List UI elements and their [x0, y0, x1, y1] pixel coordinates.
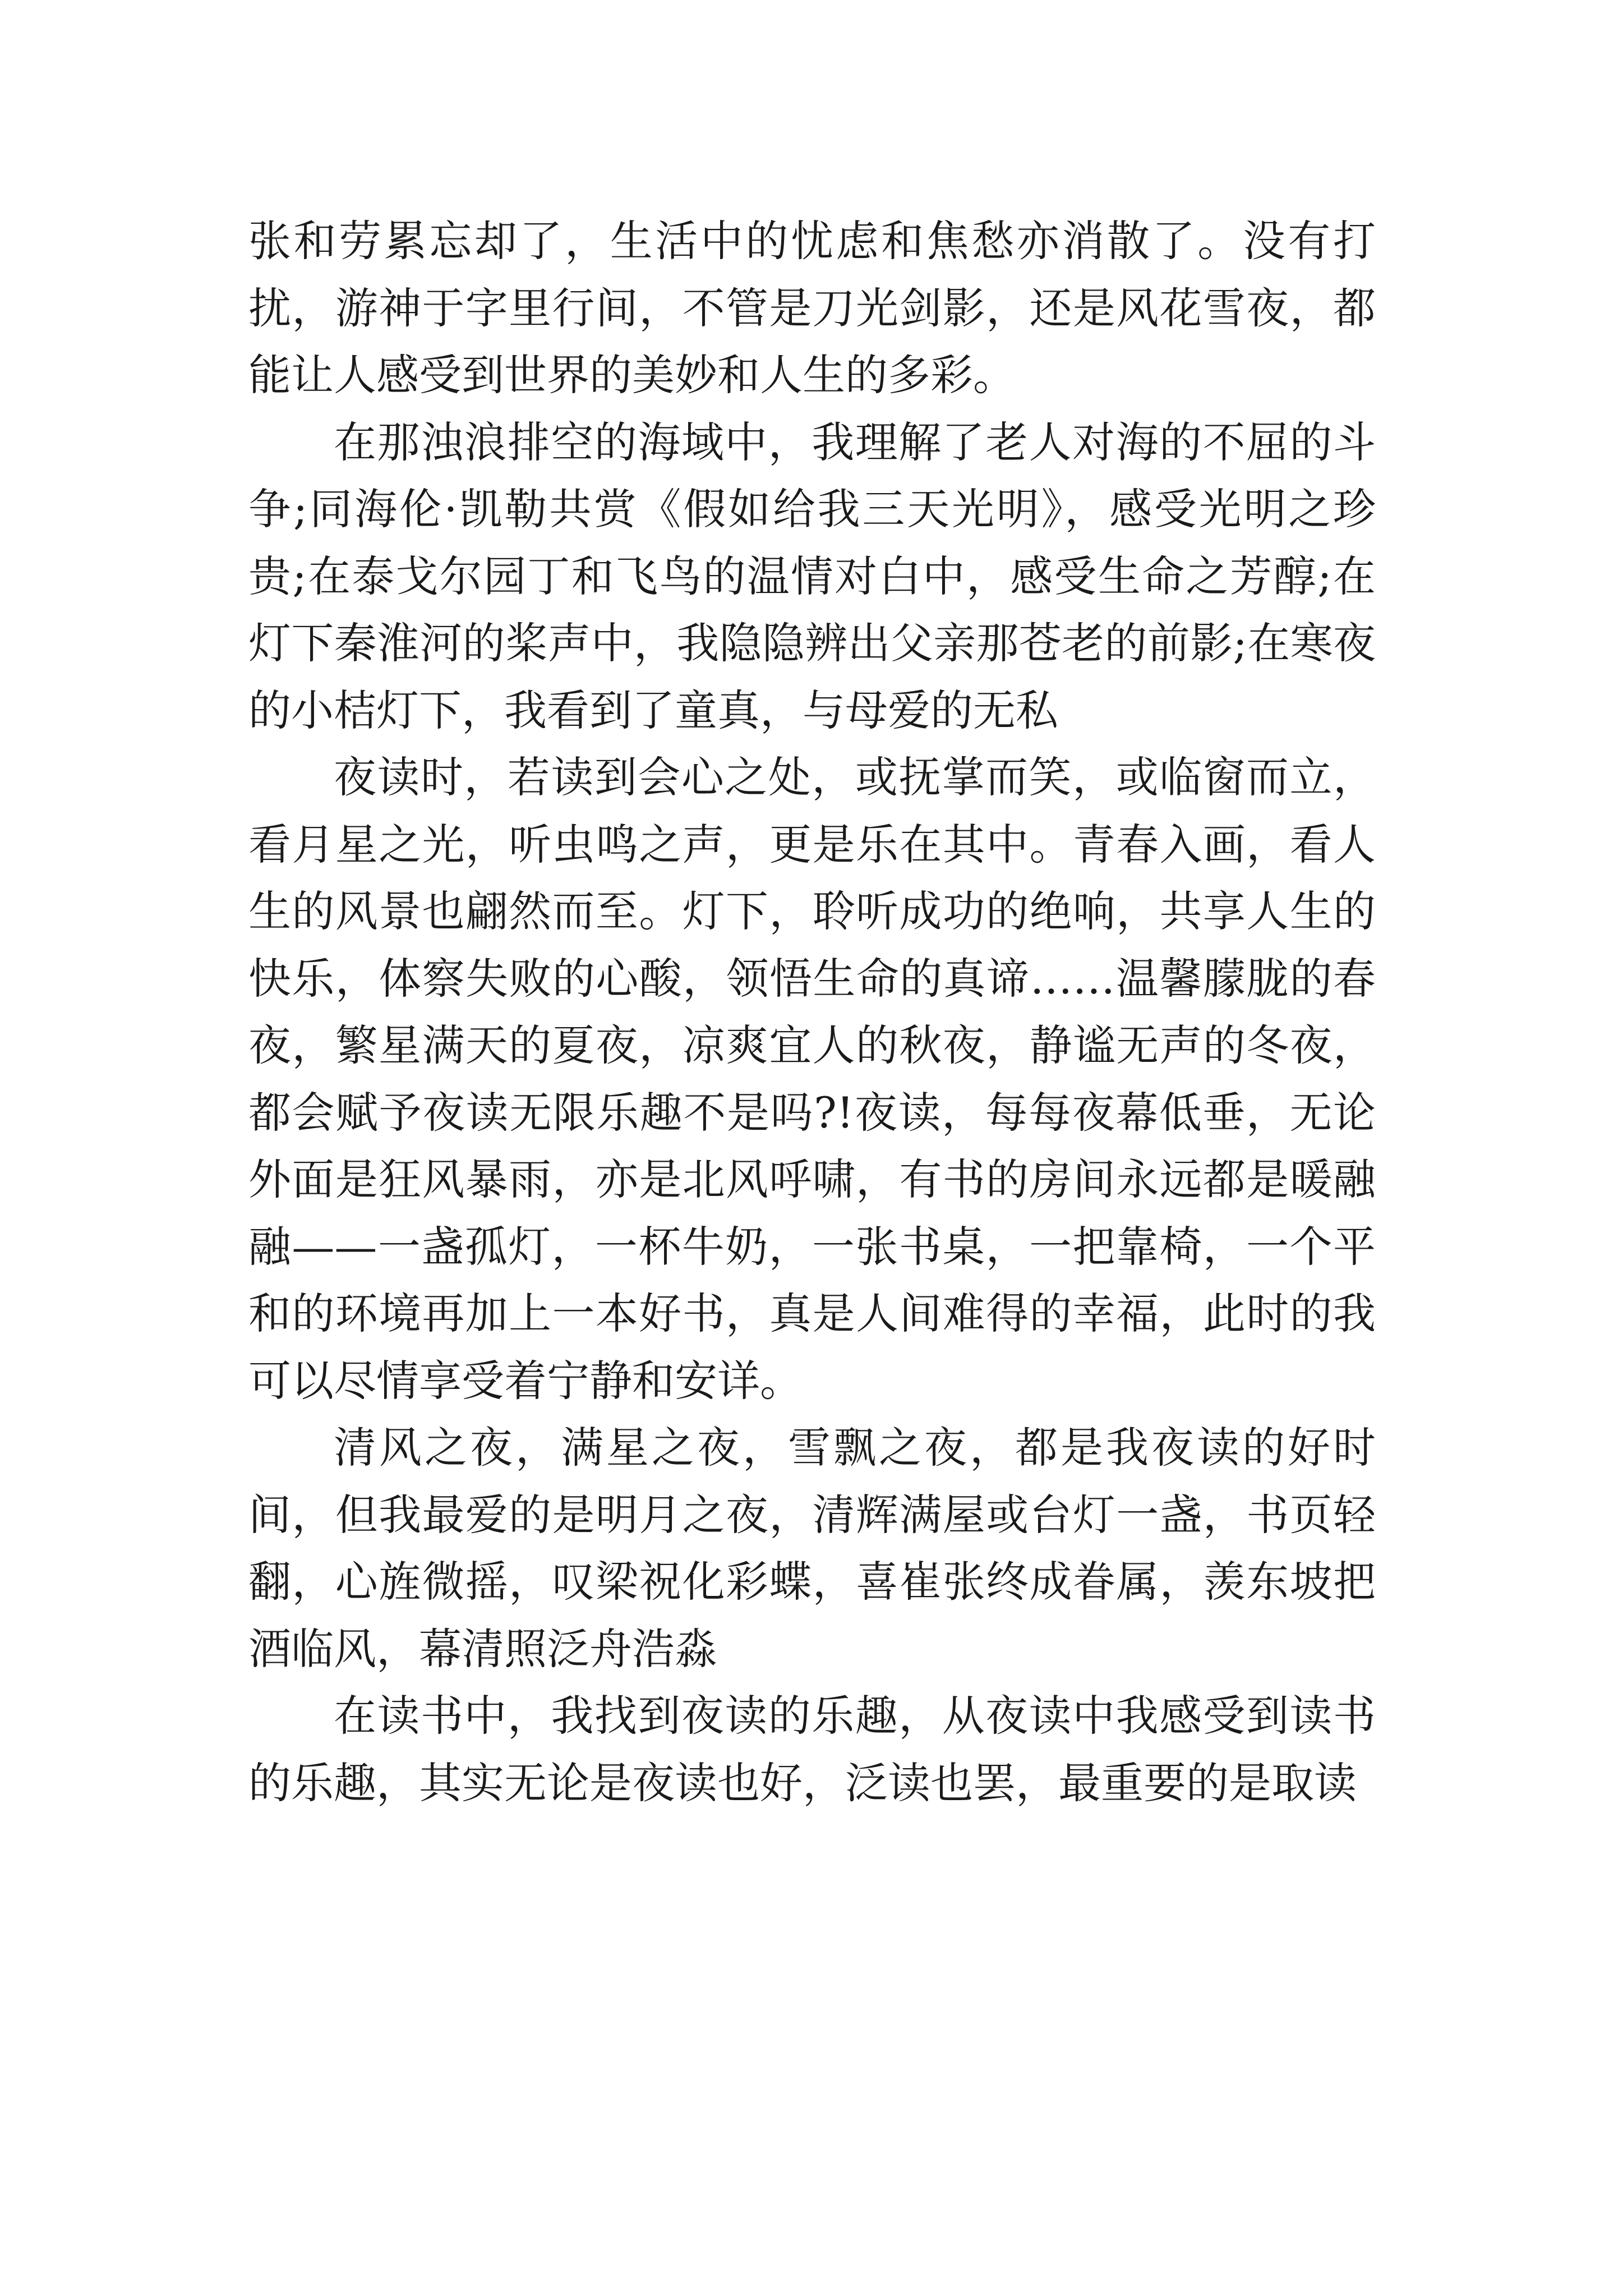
paragraph-2: 在那浊浪排空的海域中，我理解了老人对海的不屈的斗争;同海伦·凯勒共赏《假如给我三天光明》，感受光明之珍贵;在泰戈尔园丁和飞鸟的温情对白中，感受生命之芳醇;在灯下秦淮河的桨声中，我隐隐辨出父亲那苍老的前影;在寒夜的小桔灯下，我看到了童真，与母爱的无私 [248, 417, 1376, 735]
paragraph-1: 张和劳累忘却了，生活中的忧虑和焦愁亦消散了。没有打扰，游神于字里行间，不管是刀光剑影，还是风花雪夜，都能让人感受到世界的美妙和人生的多彩。 [248, 216, 1376, 400]
paragraph-5: 在读书中，我找到夜读的乐趣，从夜读中我感受到读书的乐趣，其实无论是夜读也好，泛读也罢，最重要的是取读 [248, 1691, 1376, 1808]
paragraph-4: 清风之夜，满星之夜，雪飘之夜，都是我夜读的好时间，但我最爱的是明月之夜，清辉满屋或台灯一盏，书页轻翻，心旌微摇，叹梁祝化彩蝶，喜崔张终成眷属，羡东坡把酒临风，幕清照泛舟浩淼 [248, 1423, 1376, 1674]
document-body [248, 208, 1376, 1816]
paragraph-3: 夜读时，若读到会心之处，或抚掌而笑，或临窗而立，看月星之光，听虫鸣之声，更是乐在其中。青春入画，看人生的风景也翩然而至。灯下，聆听成功的绝响，共享人生的快乐，体察失败的心酸，领悟生命的真谛……温馨朦胧的春夜，繁星满天的夏夜，凉爽宜人的秋夜，静谧无声的冬夜，都会赋予夜读无限乐趣不是吗?!夜读，每每夜幕低垂，无论外面是狂风暴雨，亦是北风呼啸，有书的房间永远都是暖融融——一盏孤灯，一杯牛奶，一张书桌，一把靠椅，一个平和的环境再加上一本好书，真是人间难得的幸福，此时的我可以尽情享受着宁静和安详。 [248, 752, 1376, 1406]
